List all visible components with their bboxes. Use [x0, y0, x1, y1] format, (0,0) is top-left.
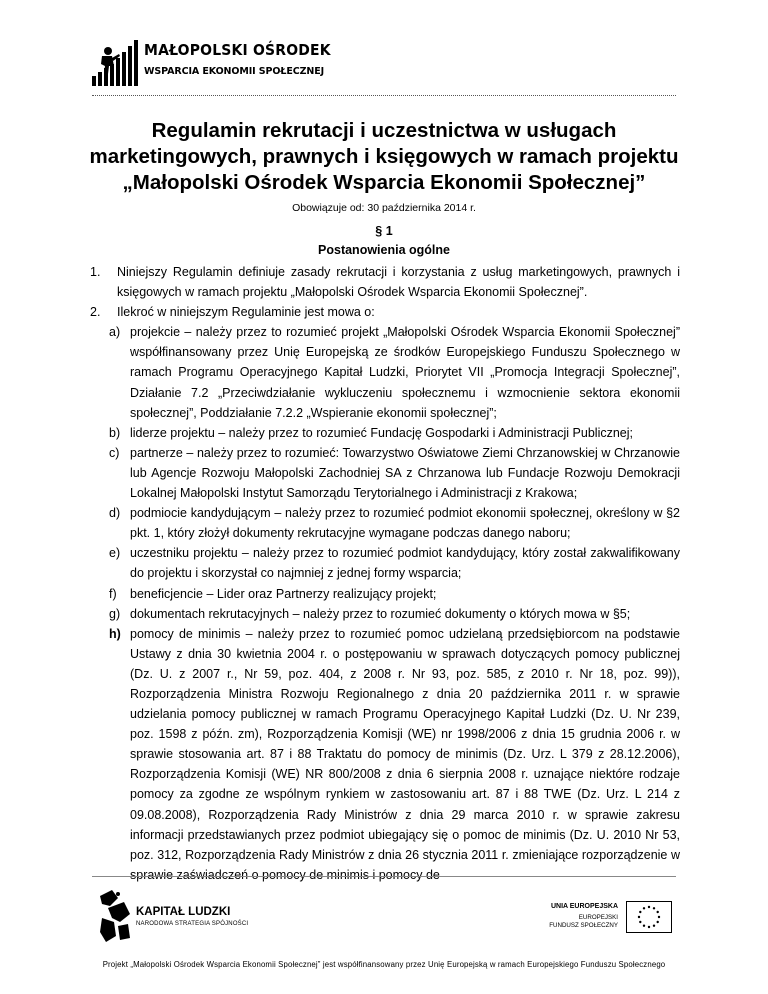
item-text: Ilekroć w niniejszym Regulaminie jest mowa o:: [117, 305, 375, 320]
section-body: [90, 262, 680, 885]
sublist: [103, 322, 680, 885]
sublist-item: [103, 624, 680, 885]
kapital-ludzki-logo: [98, 888, 328, 944]
kapital-ludzki-title: KAPITAŁ LUDZKI: [136, 906, 231, 918]
header-divider: [92, 95, 676, 96]
kapital-ludzki-emblem-icon: [98, 888, 132, 944]
title-line: „Małopolski Ośrodek Wsparcia Ekonomii Społecznej”: [122, 171, 646, 194]
sub-text: projekcie – należy przez to rozumieć projekt „Małopolski Ośrodek Wsparcia Ekonomii Społecznej” współfinansowany przez Unię Europejską ze środków Europejskiego Funduszu Społecznego w ramach Programu Operacyjnego Kapitał Ludzki, Priorytet VII „Promocja Integracji Społecznej”, Działanie 7.2 „Przeciwdziałanie wykluczeniu społecznemu i wzmocnienie sektora ekonomii społecznej”, Poddziałanie 7.2.2 „Wspieranie ekonomii społecznej”;: [130, 325, 680, 420]
sub-text: partnerze – należy przez to rozumieć: Towarzystwo Oświatowe Ziemi Chrzanowskiej w Chrzanowie lub Agencje Rozwoju Małopolski Zachodniej SA z Chrzanowa lub Fundacje Rozwoju Demokracji Lokalnej Małopolski Instytut Samorządu Terytorialnego i Administracji z Krakowa;: [130, 445, 680, 501]
sublist-item: [103, 543, 680, 583]
item-text: Niniejszy Regulamin definiuje zasady rekrutacji i korzystania z usług marketingowych, prawnych i księgowych w ramach projektu „Małopolski Ośrodek Wsparcia Ekonomii Społecznej”.: [117, 265, 680, 300]
sub-text: pomocy de minimis – należy przez to rozumieć pomoc udzielaną przedsiębiorcom na podstawie Ustawy z dnia 30 kwietnia 2004 r. o postępowaniu w sprawach dotyczących pomocy publicznej (Dz. U. z 2007 r., Nr 59, poz. 404, z 2008 r. Nr 93, poz. 585, z 2010 r. Nr 18, poz. 99)), Rozporządzenia Ministra Rozwoju Regionalnego z dnia 20 października 2011 r. w sprawie udzielania pomocy publicznej w ramach Programu Operacyjnego Kapitał Ludzki (Dz. U. Nr 239, poz. 1598 z późn. zm), Rozporządzenia Komisji (WE) nr 1998/2006 z dnia 15 grudnia 2006 r. w sprawie stosowania art. 87 i 88 Traktatu do pomocy de minimis (Dz. Urz. L 379 z 28.12.2006), Rozporządzenia Komisji (WE) NR 800/2008 z dnia 6 sierpnia 2008 r. uznające niektóre rodzaje pomocy za zgodne ze wspólnym rynkiem w zastosowaniu art. 87 i 88 TWE (Dz. Urz. L 214 z 09.08.2008), Rozporządzenia Rady Ministrów z dnia 29 marca 2010 r. w sprawie zakresu informacji przedstawianych przez podmiot ubiegający się o pomoc de minimis (Dz. U. 2010 Nr 53, poz. 312, Rozporządzenia Rady Ministrów z dnia 26 stycznia 2011 r. zmieniające rozporządzenie w sprawie zaświadczeń o pomocy de minimis i pomocy de: [130, 626, 680, 882]
bar-chart-runner-icon: [92, 40, 142, 88]
mows-logo: [92, 40, 331, 88]
item-number: 2.: [90, 305, 101, 320]
sub-letter: h): [109, 626, 121, 641]
sub-letter: d): [109, 506, 121, 521]
ue-line2: EUROPEJSKI: [578, 914, 618, 921]
ue-line3: FUNDUSZ SPOŁECZNY: [549, 922, 618, 929]
eu-logo: [549, 903, 686, 943]
sublist-item: [103, 604, 680, 624]
sublist-item: [103, 503, 680, 543]
sub-letter: a): [109, 325, 121, 340]
sub-letter: c): [109, 445, 120, 460]
section-heading: Postanowienia ogólne: [318, 243, 450, 257]
ue-line1: UNIA EUROPEJSKA: [550, 903, 618, 910]
sub-text: podmiocie kandydującym – należy przez to rozumieć podmiot ekonomii społecznej, określony w §2 pkt. 1, który złożył dokumenty rekrutacyjne wymagane podczas danego naboru;: [130, 506, 680, 541]
sub-text: dokumentach rekrutacyjnych – należy przez to rozumieć dokumenty o których mowa w §5;: [130, 606, 631, 621]
sublist-item: [103, 423, 680, 443]
valid-from: Obowiązuje od: 30 października 2014 r.: [292, 202, 476, 214]
sub-letter: f): [109, 586, 117, 601]
title-line: Regulamin rekrutacji i uczestnictwa w usługach: [151, 119, 617, 142]
sub-text: liderze projektu – należy przez to rozumieć Fundację Gospodarki i Administracji Publicznej;: [130, 425, 634, 440]
sub-text: beneficjencie – Lider oraz Partnerzy realizujący projekt;: [130, 586, 437, 601]
sub-letter: g): [109, 606, 121, 621]
item-number: 1.: [90, 265, 101, 279]
sublist-item: [103, 443, 680, 503]
list-item: [90, 302, 680, 322]
sublist-item: [103, 584, 680, 604]
list-item: [90, 262, 680, 302]
section-number: § 1: [375, 224, 393, 238]
footer-note: Projekt „Małopolski Ośrodek Wsparcia Ekonomii Społecznej” jest współfinansowany przez Unię Europejską w ramach Europejskiego Funduszu Społecznego: [102, 960, 666, 969]
sub-text: uczestniku projektu – należy przez to rozumieć podmiot kandydujący, który został zakwalifikowany do projektu i skorzystał co najmniej z jednej formy wsparcia;: [130, 546, 680, 581]
sub-letter: e): [109, 546, 121, 561]
logo-subtitle: WSPARCIA EKONOMII SPOŁECZNEJ: [144, 66, 325, 77]
sublist-item: [103, 322, 680, 422]
title-line: marketingowych, prawnych i księgowych w ramach projektu: [89, 145, 679, 168]
logo-title: MAŁOPOLSKI OŚRODEK: [144, 41, 331, 59]
kapital-ludzki-subtitle: NARODOWA STRATEGIA SPÓJNOŚCI: [136, 921, 249, 927]
footer-divider: [92, 876, 676, 877]
sub-letter: b): [109, 425, 121, 440]
document-title: [60, 118, 708, 196]
eu-flag-icon: [626, 901, 672, 933]
